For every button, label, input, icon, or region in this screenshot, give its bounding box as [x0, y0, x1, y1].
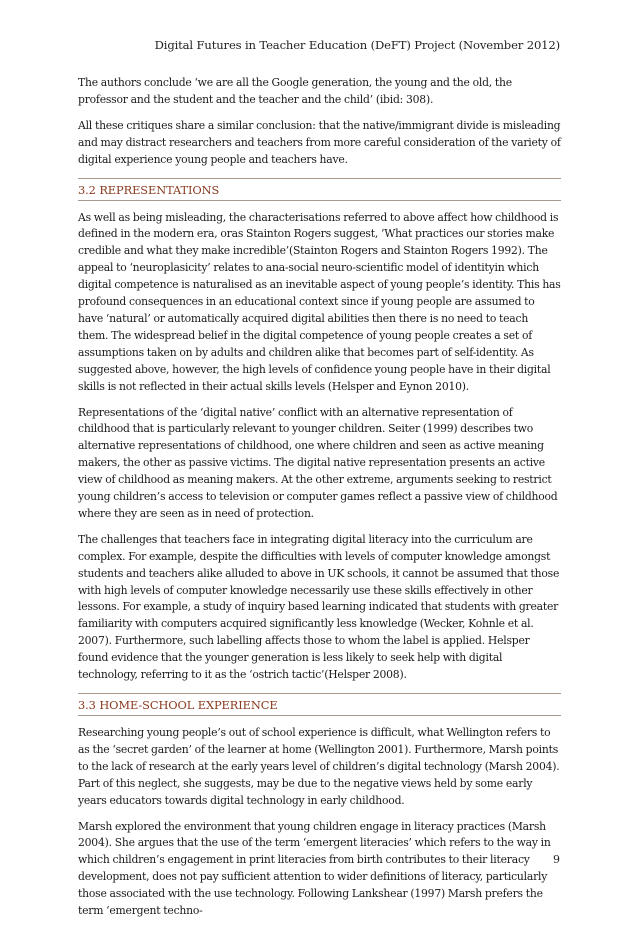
section-heading-representations: 3.2 REPRESENTATIONS — [78, 178, 561, 201]
home-school-paragraph: Marsh explored the environment that young children engage in literacy practices (Marsh 2004). She argues that the use of the term ‘emergent literacies’ which refers to the way in which children’s engagement in print literacies from birth contributes to their literacy development, does not pay sufficient attention to wider definitions of literacy, particularly those associated with the use technology. Following Lankshear (1997) Marsh prefers the term ‘emergent techno- — [78, 819, 551, 918]
running-header: Digital Futures in Teacher Education (DeFT) Project (November 2012) — [154, 38, 560, 52]
representations-paragraph: As well as being misleading, the characterisations referred to above affect how childhood is defined in the modern era, oras Stainton Rogers suggest, ‘What practices our stories make credible and what they make incredible’(Stainton Rogers and Stainton Rogers 1992). The appeal to ‘neuroplasicity’ relates to ana-social neuro-scientific model of identityin which digital competence is naturalised as an inevitable aspect of young people’s identity. This has profound consequences in an educational context since if young people are assumed to have ‘natural’ or automatically acquired digital abilities then there is no need to teach them. The widespread belief in the digital competence of young people creates a set of assumptions taken on by adults and children alike that becomes part of self-identity. As suggested above, however, the high levels of confidence young people have in their digital skills is not reflected in their actual skills levels (Helsper and Eynon 2010). — [78, 210, 561, 393]
intro-paragraph: The authors conclude ‘we are all the Google generation, the young and the old, the professor and the student and the teacher and the child’ (ibid: 308). — [78, 76, 512, 106]
home-school-paragraph: Researching young people’s out of school experience is difficult, what Wellington refers to as the ‘secret garden’ of the learner at home (Wellington 2001). Furthermore, Marsh points to the lack of research at the early years level of children’s digital technology (Marsh 2004). Part of this neglect, she suggests, may be due to the negative views held by some early years educators towards digital technology in early childhood. — [78, 726, 560, 807]
page-number: 9 — [553, 853, 560, 866]
representations-paragraph: The challenges that teachers face in integrating digital literacy into the curriculum are complex. For example, despite the difficulties with levels of computer knowledge amongst students and teachers alike alluded to above in UK schools, it cannot be assumed that those with high levels of computer knowledge necessarily use these skills effectively in other lessons. For example, a study of inquiry based learning indicated that students with greater familiarity with computers acquired significantly less knowledge (Wecker, Kohnle et al. 2007). Furthermore, such labelling affects those to whom the label is applied. Helsper found evidence that the younger generation is less likely to seek help with digital technology, referring to it as the ‘ostrich tactic’(Helsper 2008). — [78, 532, 560, 682]
intro-paragraph: All these critiques share a similar conclusion: that the native/immigrant divide is misleading and may distract researchers and teachers from more careful consideration of the variety of digital experience young people and teachers have. — [78, 118, 561, 166]
section-heading-home-school-experience: 3.3 HOME-SCHOOL EXPERIENCE — [78, 693, 561, 716]
representations-paragraph: Representations of the ‘digital native’ conflict with an alternative representation of childhood that is particularly relevant to younger children. Seiter (1999) describes two alternative representations of childhood, one where children and seen as active meaning makers, the other as passive victims. The digital native representation presents an active view of childhood as meaning makers. At the other extreme, arguments seeking to restrict young children’s access to television or computer games reflect a passive view of childhood where they are seen as in need of protection. — [78, 405, 558, 520]
page-content — [78, 75, 561, 929]
